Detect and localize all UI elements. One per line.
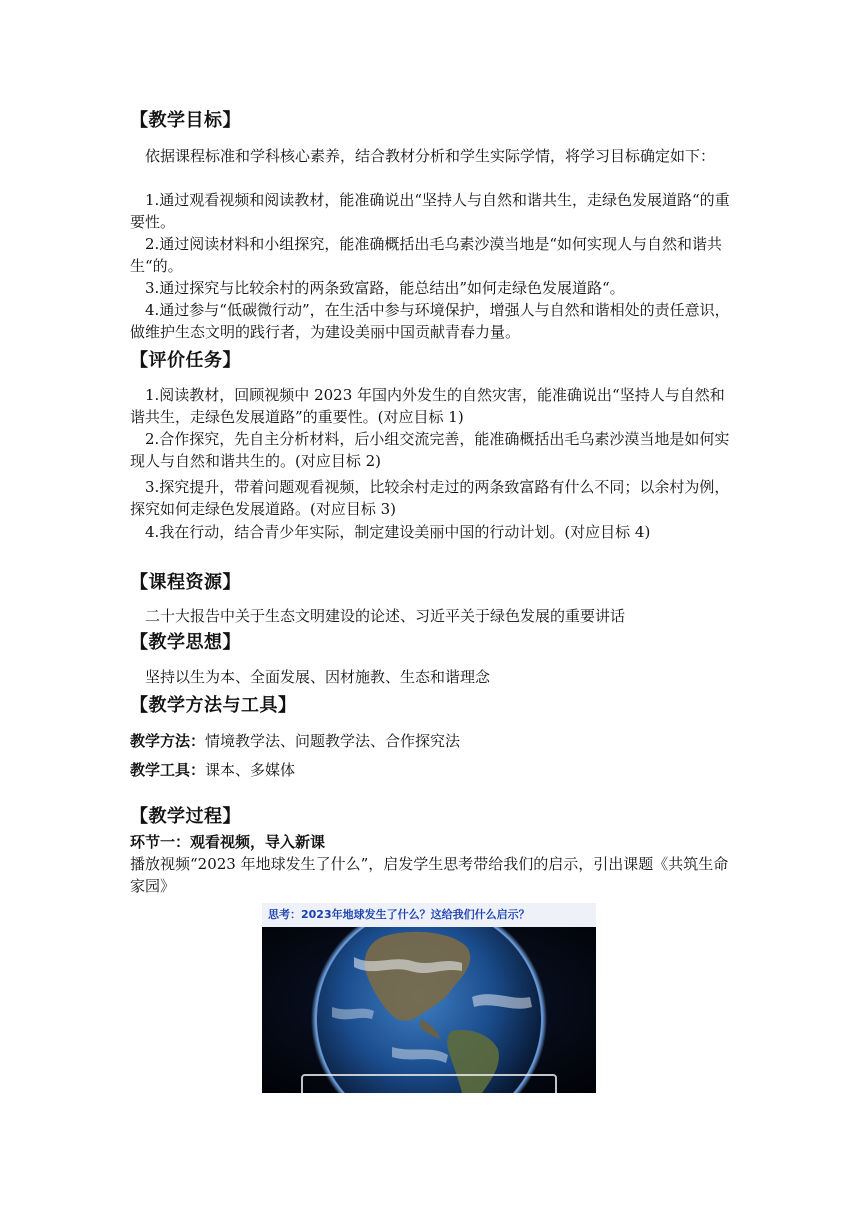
evaluation-item-2: 2.合作探究，先自主分析材料，后小组交流完善，能准确概括出毛乌素沙漠当地是如何实现人与自然和谐共生的。(对应目标 2) [130,430,730,470]
earth-globe-image [262,927,596,1093]
tool-line [130,759,295,781]
objective-item-1: 1.通过观看视频和阅读教材，能准确说出“坚持人与自然和谐共生，走绿色发展道路“的重要性。 [130,191,730,231]
resources-heading: 【课程资源】 [130,572,241,593]
objectives-intro: 依据课程标准和学科核心素养，结合教材分析和学生实际学情，将学习目标确定如下： [145,147,716,165]
method-label: 教学方法： [130,732,206,750]
method-value: 情境教学法、问题教学法、合作探究法 [205,732,461,750]
resources-text: 二十大报告中关于生态文明建设的论述、习近平关于绿色发展的重要讲话 [145,607,626,625]
evaluation-item-4: 4.我在行动，结合青少年实际，制定建设美丽中国的行动计划。(对应目标 4) [145,523,651,541]
figure-caption: 思考：2023年地球发生了什么？这给我们什么启示？ [262,903,596,927]
methods-heading: 【教学方法与工具】 [130,695,297,716]
process-heading: 【教学过程】 [130,806,241,827]
tool-label: 教学工具： [130,761,206,779]
process-step1-title: 环节一：观看视频，导入新课 [130,833,326,851]
tool-value: 课本、多媒体 [205,761,296,779]
process-step1-text: 播放视频“2023 年地球发生了什么”，启发学生思考带给我们的启示，引出课题《共筑生命家园》 [130,855,729,895]
philosophy-heading: 【教学思想】 [130,632,241,653]
objective-item-3: 3.通过探究与比较余村的两条致富路，能总结出”如何走绿色发展道路“。 [145,279,625,297]
objectives-heading: 【教学目标】 [130,110,241,131]
evaluation-heading: 【评价任务】 [130,350,241,371]
philosophy-text: 坚持以生为本、全面发展、因材施教、生态和谐理念 [145,668,491,686]
earth-video-still [262,903,596,1093]
objective-item-4: 4.通过参与“低碳微行动”，在生活中参与环境保护，增强人与自然和谐相处的责任意识，做维护生态文明的践行者，为建设美丽中国贡献青春力量。 [130,301,730,341]
objective-item-2: 2.通过阅读材料和小组探究，能准确概括出毛乌素沙漠当地是“如何实现人与自然和谐共生“的。 [130,235,722,275]
evaluation-item-3: 3.探究提升，带着问题观看视频，比较余村走过的两条致富路有什么不同；以余村为例，探究如何走绿色发展道路。(对应目标 3) [130,478,730,518]
evaluation-item-1: 1.阅读教材，回顾视频中 2023 年国内外发生的自然灾害，能准确说出“坚持人与自然和谐共生，走绿色发展道路”的重要性。(对应目标 1) [130,386,725,426]
method-line [130,730,460,752]
